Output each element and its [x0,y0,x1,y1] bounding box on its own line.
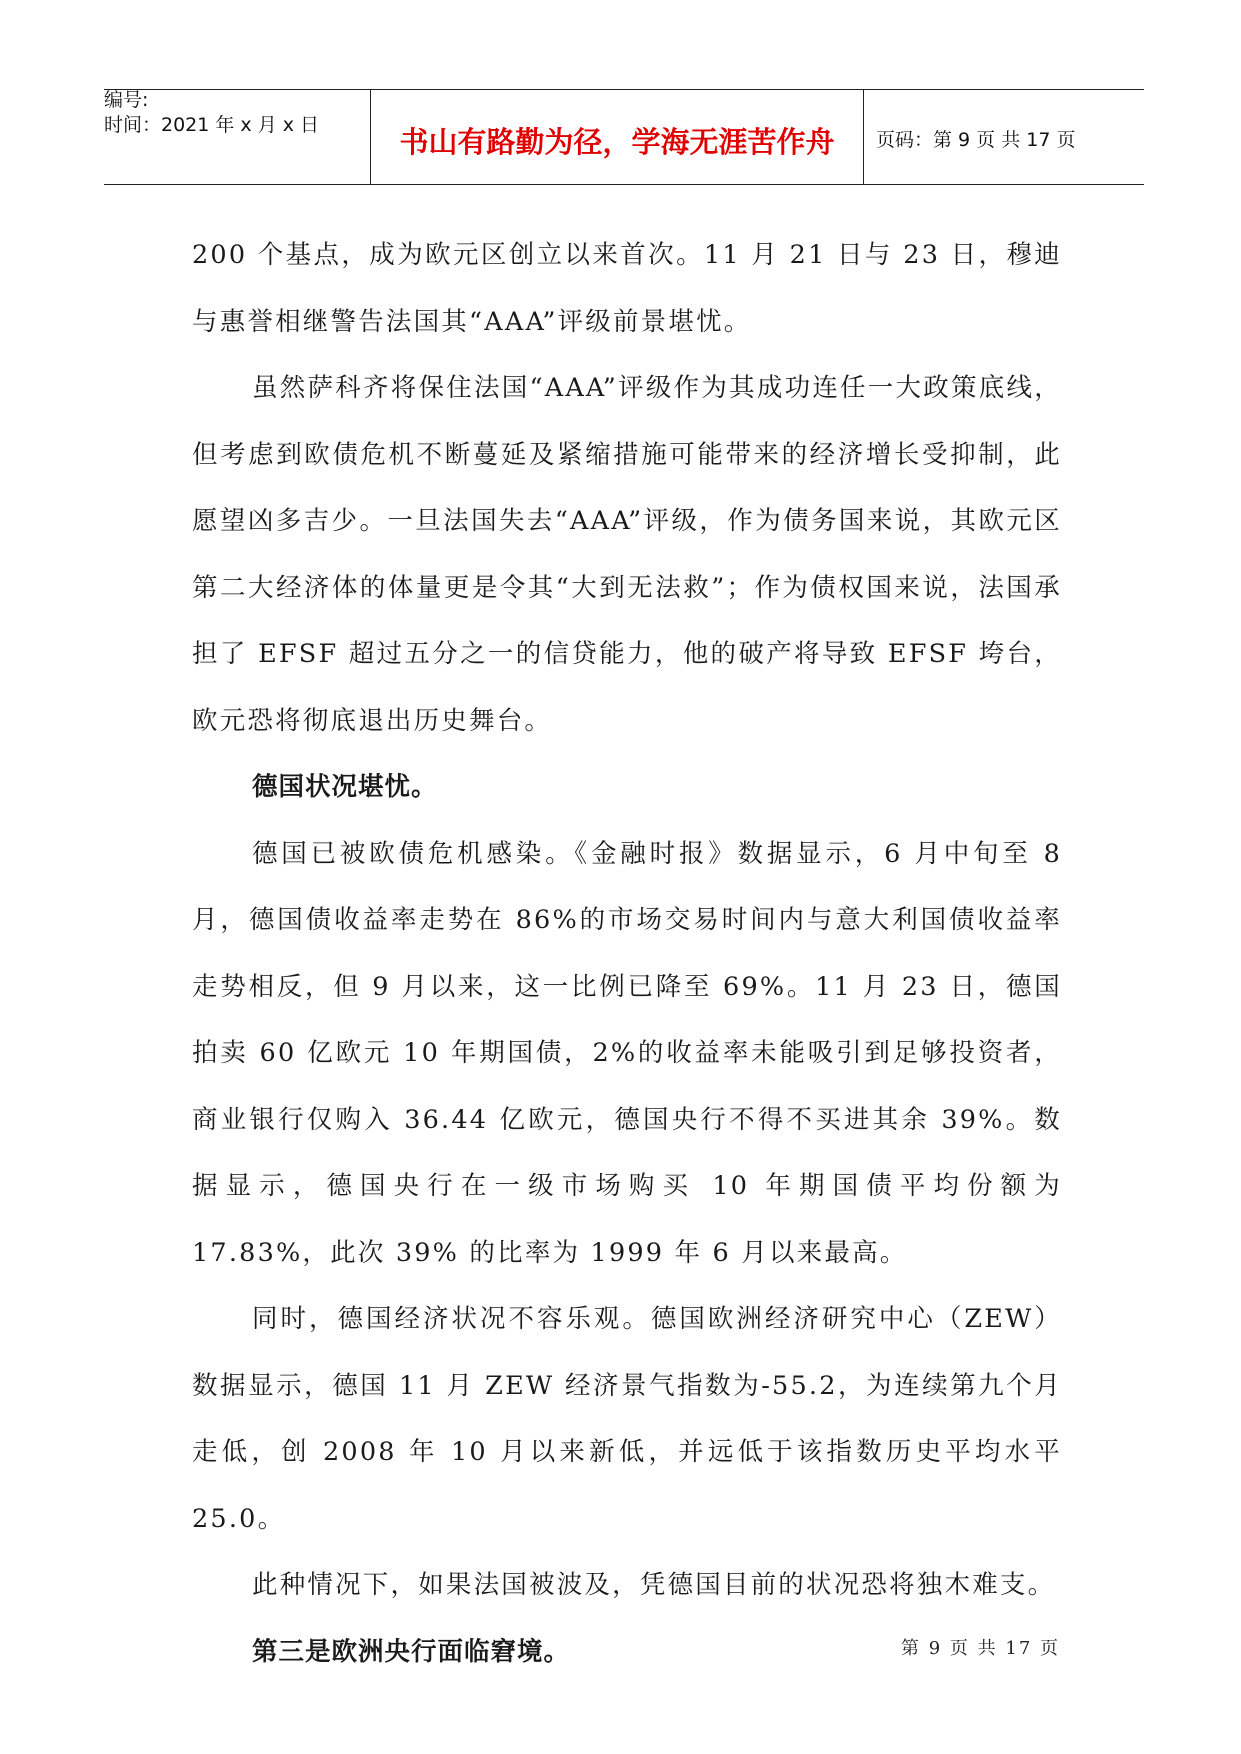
header-page-cell [864,90,1144,184]
paragraph: 此种情况下，如果法国被波及，凭德国目前的状况恐将独木难支。 [252,1570,1056,1600]
serial-label: 编号: [104,89,149,111]
paragraph: 德国已被欧债危机感染。《金融时报》数据显示，6 月中旬至 8 月，德国债收益率走势在 86%的市场交易时间内与意大利国债收益率走势相反，但 9 月以来，这一比例已降至 69%。11 月 23 日，德国拍卖 60 亿欧元 10 年期国债，2%的收益率未能吸引到足够投资者，商业银行仅购入 36.44 亿欧元，德国央行不得不买进其余 39%。数据显示，德国央行在一级市场购买 10 年期国债平均份额为 17.83%，此次 39% 的比率为 1999 年 6 月以来最高。 [192,838,1062,1268]
header-left-cell [104,90,370,184]
header-motto-cell [370,90,864,184]
section-heading: 德国状况堪忧。 [252,772,438,802]
paragraph: 200 个基点，成为欧元区创立以来首次。11 月 21 日与 23 日，穆迪与惠誉相继警告法国其“AAA”评级前景堪忧。 [192,240,1062,337]
paragraph: 虽然萨科齐将保住法国“AAA”评级作为其成功连任一大政策底线，但考虑到欧债危机不断蔓延及紧缩措施可能带来的经济增长受抑制，此愿望凶多吉少。一旦法国失去“AAA”评级，作为债务国来说，其欧元区第二大经济体的体量更是令其“大到无法救”；作为债权国来说，法国承担了 EFSF 超过五分之一的信贷能力，他的破产将导致 EFSF 垮台，欧元恐将彻底退出历史舞台。 [192,373,1062,736]
motto-text: 书山有路勤为径，学海无涯苦作舟 [399,125,835,159]
section-heading: 第三是欧洲央行面临窘境。 [252,1636,571,1667]
page-footer: 第 9 页 共 17 页 [901,1638,1060,1659]
document-body [192,222,1062,1685]
time-label: 时间：2021 年 x 月 x 日 [104,114,320,136]
header-page-number: 页码：第 9 页 共 17 页 [876,129,1076,151]
paragraph: 同时，德国经济状况不容乐观。德国欧洲经济研究中心（ZEW）数据显示，德国 11 月 ZEW 经济景气指数为-55.2，为连续第九个月走低，创 2008 年 10 月以来新低，并远低于该指数历史平均水平 25.0。 [192,1304,1062,1534]
document-header [104,89,1144,185]
